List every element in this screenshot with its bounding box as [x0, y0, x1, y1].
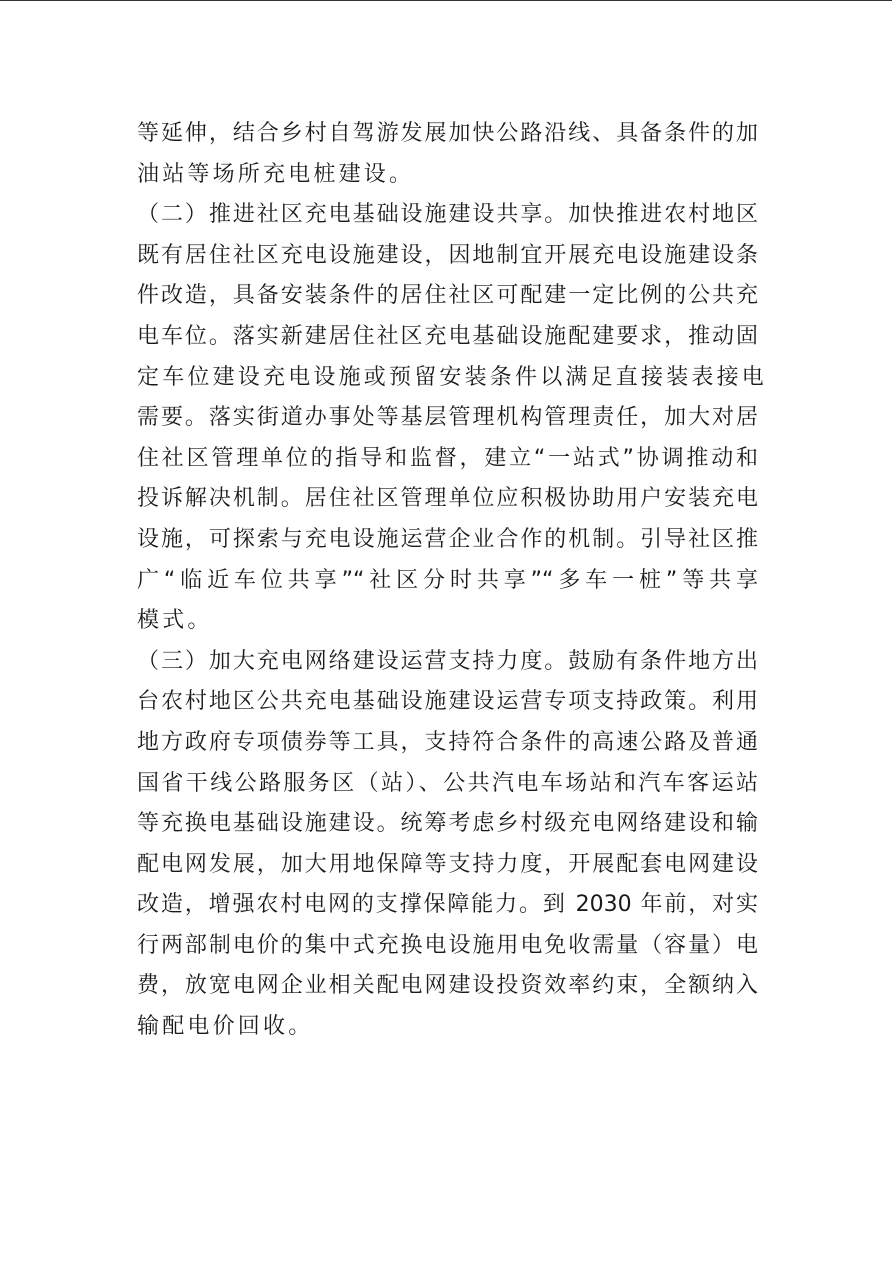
text-line: 行两部制电价的集中式充换电设施用电免收需量（容量）电	[137, 932, 758, 958]
text-line: （二）推进社区充电基础设施建设共享。加快推进农村地区	[137, 202, 758, 228]
text-line: 住社区管理单位的指导和监督，建立“一站式”协调推动和	[137, 445, 758, 471]
text-line: 模式。	[137, 608, 213, 634]
text-line: 台农村地区公共充电基础设施建设运营专项支持政策。利用	[137, 689, 758, 715]
text-line: 费，放宽电网企业相关配电网建设投资效率约束，全额纳入	[137, 973, 758, 999]
text-line: 改造，增强农村电网的支撑保障能力。到 2030 年前，对实	[137, 892, 758, 918]
text-line: 等延伸，结合乡村自驾游发展加快公路沿线、具备条件的加	[137, 121, 758, 146]
text-line: 既有居住社区充电设施建设，因地制宜开展充电设施建设条	[137, 242, 758, 268]
text-line: 国省干线公路服务区（站）、公共汽电车场站和汽车客运站	[137, 770, 758, 796]
text-line: 定车位建设充电设施或预留安装条件以满足直接装表接电	[137, 364, 768, 390]
text-line: 配电网发展，加大用地保障等支持力度，开展配套电网建设	[137, 851, 758, 877]
text-line: 地方政府专项债券等工具，支持符合条件的高速公路及普通	[137, 729, 758, 755]
text-line: 油站等场所充电桩建设。	[137, 161, 415, 187]
text-line: 广“临近车位共享”“社区分时共享”“多车一桩”等共享	[137, 567, 758, 593]
text-line: 需要。落实街道办事处等基层管理机构管理责任，加大对居	[137, 405, 758, 431]
text-line: 等充换电基础设施建设。统筹考虑乡村级充电网络建设和输	[137, 811, 758, 837]
text-line: 输配电价回收。	[137, 1014, 314, 1040]
text-line: 件改造，具备安装条件的居住社区可配建一定比例的公共充	[137, 283, 758, 309]
body-text	[137, 114, 767, 1048]
text-line: 投诉解决机制。居住社区管理单位应积极协助用户安装充电	[137, 486, 758, 512]
text-line: （三）加大充电网络建设运营支持力度。鼓励有条件地方出	[137, 648, 758, 674]
text-line: 电车位。落实新建居住社区充电基础设施配建要求，推动固	[137, 323, 758, 349]
text-line: 设施，可探索与充电设施运营企业合作的机制。引导社区推	[137, 526, 758, 552]
